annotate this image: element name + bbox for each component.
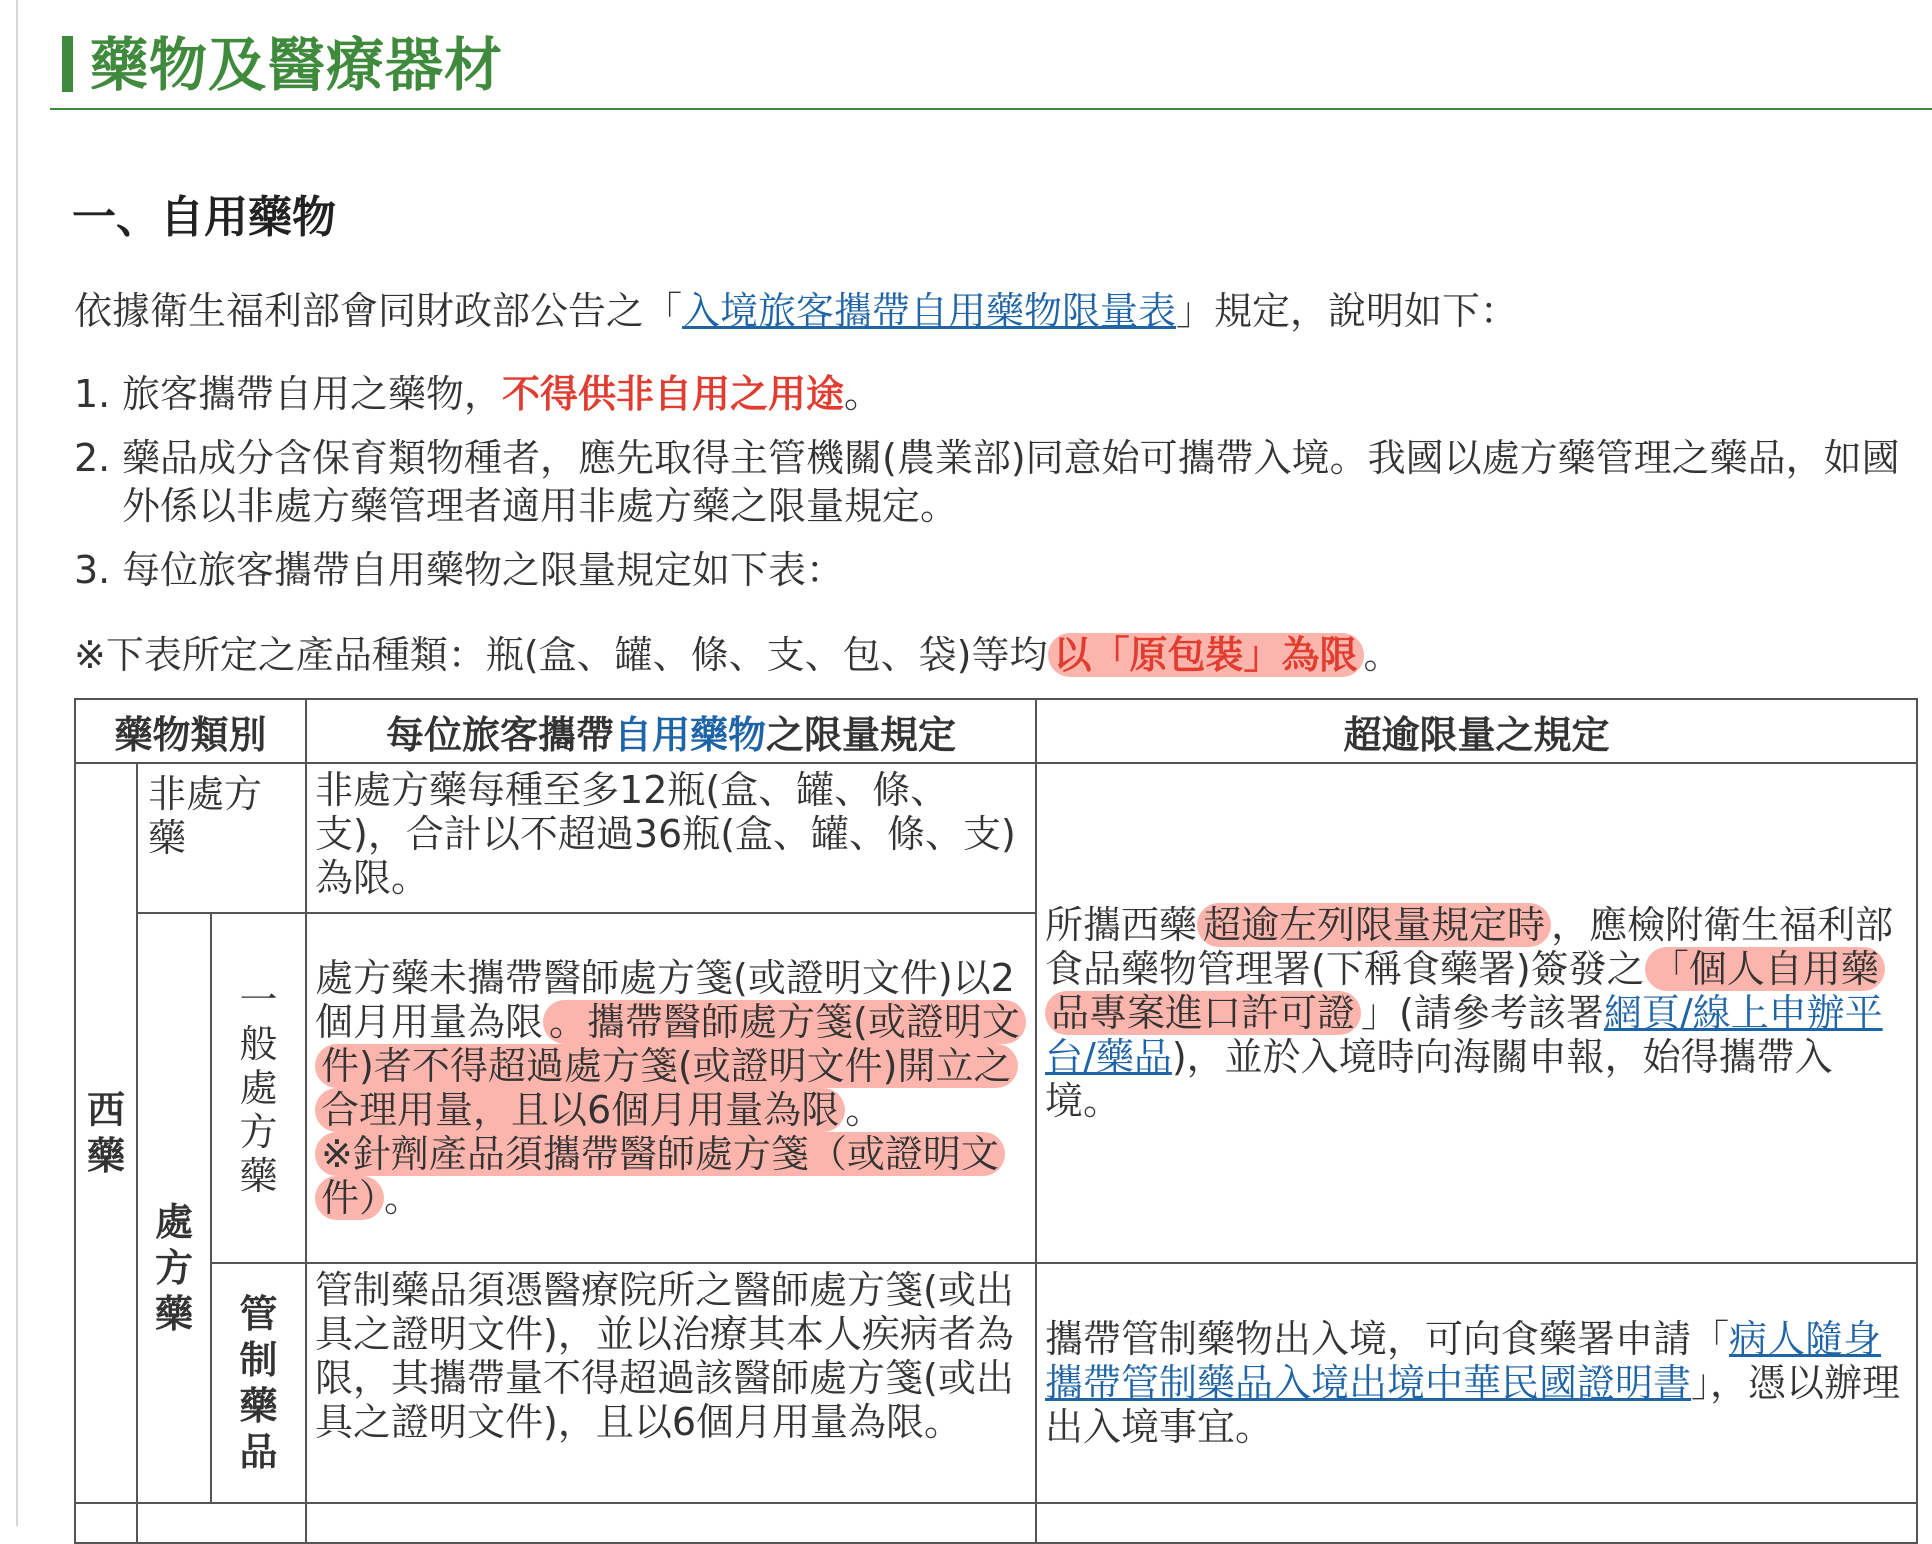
header-accent-bar <box>62 36 73 92</box>
note-emphasis-highlight: 以「原包裝」為限 <box>1048 633 1364 677</box>
limit-table-link[interactable]: 入境旅客攜帶自用藥物限量表 <box>682 289 1177 333</box>
otc-label-cell <box>137 763 306 913</box>
header-limit-suffix: 之限量規定 <box>766 712 957 757</box>
section-title: 一、自用藥物 <box>72 192 336 243</box>
table-header-row <box>75 699 1917 763</box>
rule-emphasis: 不得供非自用之用途 <box>502 372 845 416</box>
general-rx-highlight-1: 。攜帶醫師處方箋(或證明文件)者不得超過處方箋(或證明文件)開立之合理用量，且以6個月用量為限 <box>315 1000 1026 1132</box>
rule-item <box>74 370 1914 418</box>
note-end: 。 <box>1363 633 1402 677</box>
next-row-cell <box>75 1503 137 1543</box>
controlled-limit-cell <box>306 1263 1036 1503</box>
general-rx-text-3: 。 <box>384 1176 423 1220</box>
table-row-controlled <box>75 1263 1917 1503</box>
header-category: 藥物類別 <box>75 699 306 763</box>
rule-item <box>74 546 1914 594</box>
table-note <box>74 628 1402 682</box>
rule-text: 每位旅客攜帶自用藥物之限量規定如下表： <box>122 548 845 592</box>
rule-number: 2. <box>74 436 111 480</box>
otc-limit-text: 非處方藥每種至多12瓶(盒、罐、條、支)，合計以不超過36瓶(盒、罐、條、支)為限。 <box>315 768 1016 900</box>
medicine-limit-table <box>74 698 1918 1544</box>
western-excess-highlight-2: 「個人自用藥品專案進口許可證 <box>1045 947 1885 1035</box>
rule-number: 1. <box>74 372 111 416</box>
intro-prefix: 依據衛生福利部會同財政部公告之「 <box>74 289 683 333</box>
western-excess-text-3: 」(請參考該署 <box>1361 991 1604 1035</box>
general-rx-text-2: 。 <box>845 1088 884 1132</box>
controlled-excess-prefix: 攜帶管制藥物出入境，可向食藥署申請「 <box>1045 1317 1730 1361</box>
rule-end: 。 <box>844 372 883 416</box>
general-rx-highlight-2: ※針劑產品須攜帶醫師處方箋（或證明文件） <box>315 1132 1005 1220</box>
rx-label-cell <box>137 913 211 1503</box>
western-excess-text-4: )，並於入境時向海關申報，始得攜帶入境。 <box>1045 1035 1833 1123</box>
table-row-next <box>75 1503 1917 1543</box>
general-rx-limit-cell <box>306 913 1036 1263</box>
controlled-label-cell <box>211 1263 306 1503</box>
next-row-cell <box>306 1503 1036 1543</box>
note-prefix: ※下表所定之產品種類：瓶(盒、罐、條、支、包、袋)等均 <box>74 633 1048 677</box>
rule-number: 3. <box>74 548 111 592</box>
western-medicine-cell <box>75 763 137 1503</box>
intro-suffix: 」規定，說明如下： <box>1176 289 1519 333</box>
western-excess-text-1: 所攜西藥 <box>1045 903 1198 947</box>
controlled-excess-suffix: 」，憑以辦理出入境事宜。 <box>1045 1361 1901 1449</box>
rx-label: 處方藥 <box>154 1200 193 1336</box>
header-limit-prefix: 每位旅客攜帶 <box>386 712 615 757</box>
controlled-certificate-link[interactable]: 病人隨身攜帶管制藥品入境出境中華民國證明書 <box>1045 1317 1882 1405</box>
controlled-label: 管制藥品 <box>239 1292 278 1474</box>
page-header <box>50 22 1932 110</box>
western-medicine-label: 西藥 <box>86 1088 125 1178</box>
general-rx-text-1: 處方藥未攜帶醫師處方箋(或證明文件)以2個月用量為限 <box>315 956 1015 1044</box>
page-left-border <box>16 0 18 1526</box>
header-limit-highlight: 自用藥物 <box>614 712 767 757</box>
rule-text: 旅客攜帶自用之藥物， <box>122 372 503 416</box>
rule-text: 藥品成分含保育類物種者，應先取得主管機關(農業部)同意始可攜帶入境。我國以處方藥管理之藥品，如國外係以非處方藥管理者適用非處方藥之限量規定。 <box>122 436 1900 528</box>
page-title: 藥物及醫療器材 <box>90 31 504 99</box>
next-row-cell <box>1036 1503 1917 1543</box>
western-excess-cell <box>1036 763 1917 1263</box>
controlled-limit-text: 管制藥品須憑醫療院所之醫師處方箋(或出具之證明文件)，並以治療其本人疾病者為限，其攜帶量不得超過該醫師處方箋(或出具之證明文件)，且以6個月用量為限。 <box>315 1268 1014 1444</box>
western-excess-highlight-1: 超逾左列限量規定時 <box>1197 903 1551 947</box>
general-rx-label: 一般處方藥 <box>239 978 278 1198</box>
general-rx-label-cell <box>211 913 306 1263</box>
header-limit <box>306 699 1036 763</box>
otc-limit-cell <box>306 763 1036 913</box>
next-row-cell <box>137 1503 306 1543</box>
otc-label: 非處方藥 <box>148 772 263 860</box>
table-row-otc <box>75 763 1917 913</box>
rules-list <box>74 370 1914 610</box>
rule-item <box>74 434 1914 530</box>
intro-paragraph <box>74 286 1518 336</box>
limit-table-wrapper <box>74 698 1916 1544</box>
controlled-excess-cell <box>1036 1263 1917 1503</box>
header-excess: 超逾限量之規定 <box>1036 699 1917 763</box>
fda-platform-link[interactable]: 網頁/線上申辦平台/藥品 <box>1045 991 1883 1079</box>
western-excess-text-2: ，應檢附衛生福利部食品藥物管理署(下稱食藥署)簽發之 <box>1045 903 1894 991</box>
